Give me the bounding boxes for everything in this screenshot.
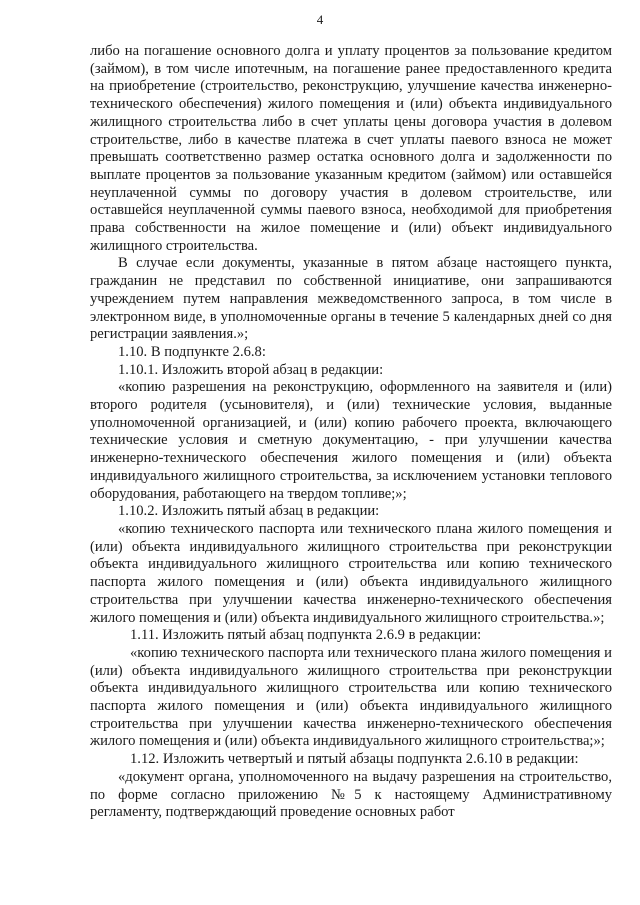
clause-1-12-text: «документ органа, уполномоченного на выдачу разрешения на строительство, по форме согласно приложению №5 к настоящему Административному регламенту, подтверждающий проведение основных работ bbox=[90, 768, 612, 821]
clause-1-12-heading: 1.12. Изложить четвертый и пятый абзацы подпункта 2.6.10 в редакции: bbox=[130, 751, 579, 768]
paragraph-loan-repayment: либо на погашение основного долга и уплату процентов за пользование кредитом (займом), в том числе ипотечным, на погашение ранее предоставленного кредита на приобретение (строительство, реконструкцию, улучшение качества инженерно-технического обеспечения) жилого помещения и (или) объекта индивидуального жилищного строительства либо в счет уплаты цены договора участия в долевом строительстве, либо в качестве платежа в счет уплаты паевого взноса не может превышать соответственно размер остатка основного долга и задолженности по выплате процентов за пользование указанным кредитом (займом) или оставшейся неуплаченной суммы по договору участия в долевом строительстве, или оставшейся неуплаченной суммы паевого взноса, необходимой для приобретения права собственности на жилое помещение и (или) объект индивидуального жилищного строительства. bbox=[90, 43, 612, 254]
clause-1-10-2-heading: 1.10.2. Изложить пятый абзац в редакции: bbox=[118, 503, 380, 520]
clause-1-11-heading: 1.11. Изложить пятый абзац подпункта 2.6.9 в редакции: bbox=[130, 627, 482, 644]
paragraph-interagency-request: В случае если документы, указанные в пятом абзаце настоящего пункта, гражданин не представил по собственной инициативе, они запрашиваются учреждением путем направления межведомственного запроса, в том числе в электронном виде, в уполномоченные органы в течение 5 календарных дней со дня регистрации заявления.»; bbox=[90, 255, 612, 343]
clause-1-10-1-text: «копию разрешения на реконструкцию, оформленного на заявителя и (или) второго родителя (усыновителя), и (или) технические условия, выданные уполномоченной организацией, и (или) копию рабочего проекта, включающего технические условия и сметную документацию, - при улучшении качества инженерно-технического обеспечения жилого помещения и (или) объекта индивидуального жилищного строительства, за исключением установки теплового оборудования, работающего на твердом топливе;»; bbox=[90, 379, 612, 502]
clause-1-10-2-text: «копию технического паспорта или технического плана жилого помещения и (или) объекта индивидуального жилищного строительства при реконструкции объекта индивидуального жилищного строительства или копию технического паспорта жилого помещения и (или) объекта индивидуального жилищного строительства при улучшении качества инженерно-технического обеспечения жилого помещения и (или) объекта индивидуального жилищного строительства.»; bbox=[90, 520, 612, 626]
page-number: 4 bbox=[316, 12, 324, 27]
clause-1-10-1-heading: 1.10.1. Изложить второй абзац в редакции: bbox=[118, 361, 384, 378]
clause-1-11-text: «копию технического паспорта или технического плана жилого помещения и (или) объекта индивидуального жилищного строительства при реконструкции объекта индивидуального жилищного строительства или копию технического паспорта жилого помещения и (или) объекта индивидуального жилищного строительства при улучшении качества инженерно-технического обеспечения жилого помещения и (или) объекта индивидуального жилищного строительства;»; bbox=[90, 644, 612, 750]
clause-1-10-heading: 1.10. В подпункте 2.6.8: bbox=[118, 343, 266, 360]
document-body bbox=[90, 43, 612, 822]
